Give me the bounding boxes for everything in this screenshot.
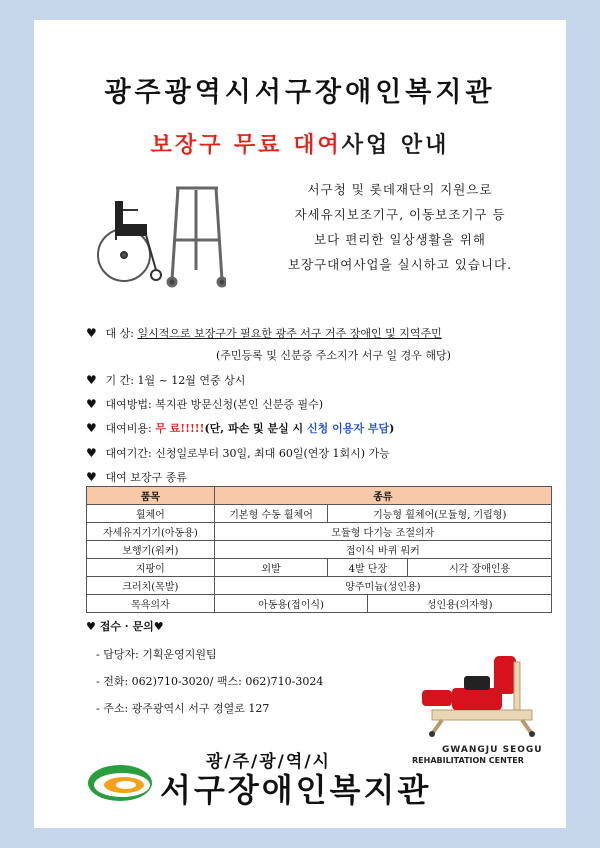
- positioning-chair-image: [402, 648, 552, 738]
- duration-text: 신청일로부터 30일, 최대 60일(연장 1회시) 가능: [155, 447, 390, 460]
- table-cell: 4발 단장: [328, 559, 408, 577]
- heart-icon: ♥: [86, 620, 100, 633]
- info-period: [86, 372, 245, 388]
- contact-phone: - 전화: 062)710-3020/ 팩스: 062)710-3024: [96, 675, 324, 688]
- info-types: [86, 469, 187, 485]
- heart-icon: ♥: [86, 470, 97, 484]
- table-cell-item: 목욕의자: [87, 595, 215, 613]
- cost-user-charge: 신청 이용자 부담: [307, 422, 390, 435]
- table-cell-item: 휠체어: [87, 505, 215, 523]
- walker-icon: [168, 188, 226, 286]
- table-cell: 기능형 휠체어(모듈형, 기립형): [328, 505, 552, 523]
- logo-en-line1: GWANGJU SEOGU: [442, 745, 543, 755]
- intro-line: 보다 편리한 일상생활을 위해: [314, 232, 486, 247]
- equipment-table: [86, 486, 552, 613]
- table-cell: 아동용(접이식): [214, 595, 368, 613]
- table-cell: 기본형 수동 휠체어: [214, 505, 328, 523]
- types-label: 대여 보장구 종류: [105, 471, 187, 484]
- heart-icon: ♥: [86, 373, 97, 387]
- heart-icon: ♥: [153, 620, 164, 633]
- table-cell: 모듈형 다기능 조절의자: [214, 523, 551, 541]
- table-header-type: 종류: [214, 487, 551, 505]
- table-row: [87, 595, 552, 613]
- table-cell-item: 지팡이: [87, 559, 215, 577]
- wheelchair-icon: [98, 202, 161, 281]
- table-cell-item: 보행기(워커): [87, 541, 215, 559]
- cost-free: 무 료!!!!!: [155, 422, 205, 435]
- page-subtitle: [34, 128, 566, 159]
- table-header-row: [87, 487, 552, 505]
- center-logo: [86, 745, 556, 809]
- info-cost: [86, 420, 394, 436]
- table-row: [87, 577, 552, 595]
- contact-heading-text: 접수 · 문의: [99, 620, 154, 633]
- table-header-item: 품목: [87, 487, 215, 505]
- heart-icon: ♥: [86, 421, 97, 435]
- info-method: [86, 396, 323, 412]
- contact-address: - 주소: 광주광역시 서구 경열로 127: [96, 702, 270, 715]
- table-row: [87, 523, 552, 541]
- table-cell: 외발: [214, 559, 328, 577]
- subtitle-highlight: 보장구 무료 대여: [150, 132, 342, 158]
- table-cell: 양주미늄(성인용): [214, 577, 551, 595]
- subtitle-rest: 사업 안내: [341, 132, 450, 158]
- intro-line: 자세유지보조기구, 이동보조기구 등: [294, 207, 506, 222]
- period-label: 기 간:: [105, 374, 134, 387]
- intro-line: 서구청 및 롯데재단의 지원으로: [307, 182, 493, 197]
- flyer-sheet: [34, 20, 566, 828]
- target-text: 일시적으로 보장구가 필요한 광주 서구 거주 장애인 및 지역주민: [137, 327, 442, 340]
- heart-icon: ♥: [86, 326, 97, 340]
- logo-top-text: 광/주/광/역/시: [206, 752, 331, 772]
- table-cell-item: 크러치(목발): [87, 577, 215, 595]
- target-label: 대 상:: [105, 327, 134, 340]
- method-label: 대여방법:: [105, 398, 152, 411]
- info-target: [86, 325, 442, 341]
- table-row: [87, 505, 552, 523]
- logo-main-text: 서구장애인복지관: [160, 771, 432, 809]
- cost-end: ): [389, 422, 395, 435]
- duration-label: 대여기간:: [105, 447, 152, 460]
- heart-icon: ♥: [86, 446, 97, 460]
- page-title: 광주광역시서구장애인복지관: [104, 77, 496, 108]
- logo-mark-icon: [86, 763, 158, 803]
- info-target-note: (주민등록 및 신분증 주소지가 서구 일 경우 해당): [216, 349, 451, 362]
- heart-icon: ♥: [86, 397, 97, 411]
- intro-text: [240, 177, 560, 277]
- method-text: 복지관 방문신청(본인 신분증 필수): [155, 398, 324, 411]
- logo-en-line2: REHABILITATION CENTER: [412, 756, 524, 765]
- table-cell: 시각 장애인용: [408, 559, 552, 577]
- table-cell: 접이식 바퀴 워커: [214, 541, 551, 559]
- contact-heading: [86, 618, 164, 634]
- table-cell: 성인용(의자형): [368, 595, 552, 613]
- table-row: [87, 541, 552, 559]
- wheelchair-walker-image: [86, 170, 226, 290]
- cost-label: 대여비용:: [105, 422, 152, 435]
- cost-mid: (단, 파손 및 분실 시: [204, 422, 308, 435]
- info-duration: [86, 445, 390, 461]
- table-row: [87, 559, 552, 577]
- contact-person: - 담당자: 기획운영지원팀: [96, 648, 217, 661]
- table-cell-item: 자세유지기기(아동용): [87, 523, 215, 541]
- positioning-chair-icon: [422, 656, 535, 737]
- period-text: 1월 ~ 12월 연중 상시: [137, 374, 246, 387]
- intro-line: 보장구대여사업을 실시하고 있습니다.: [287, 257, 513, 272]
